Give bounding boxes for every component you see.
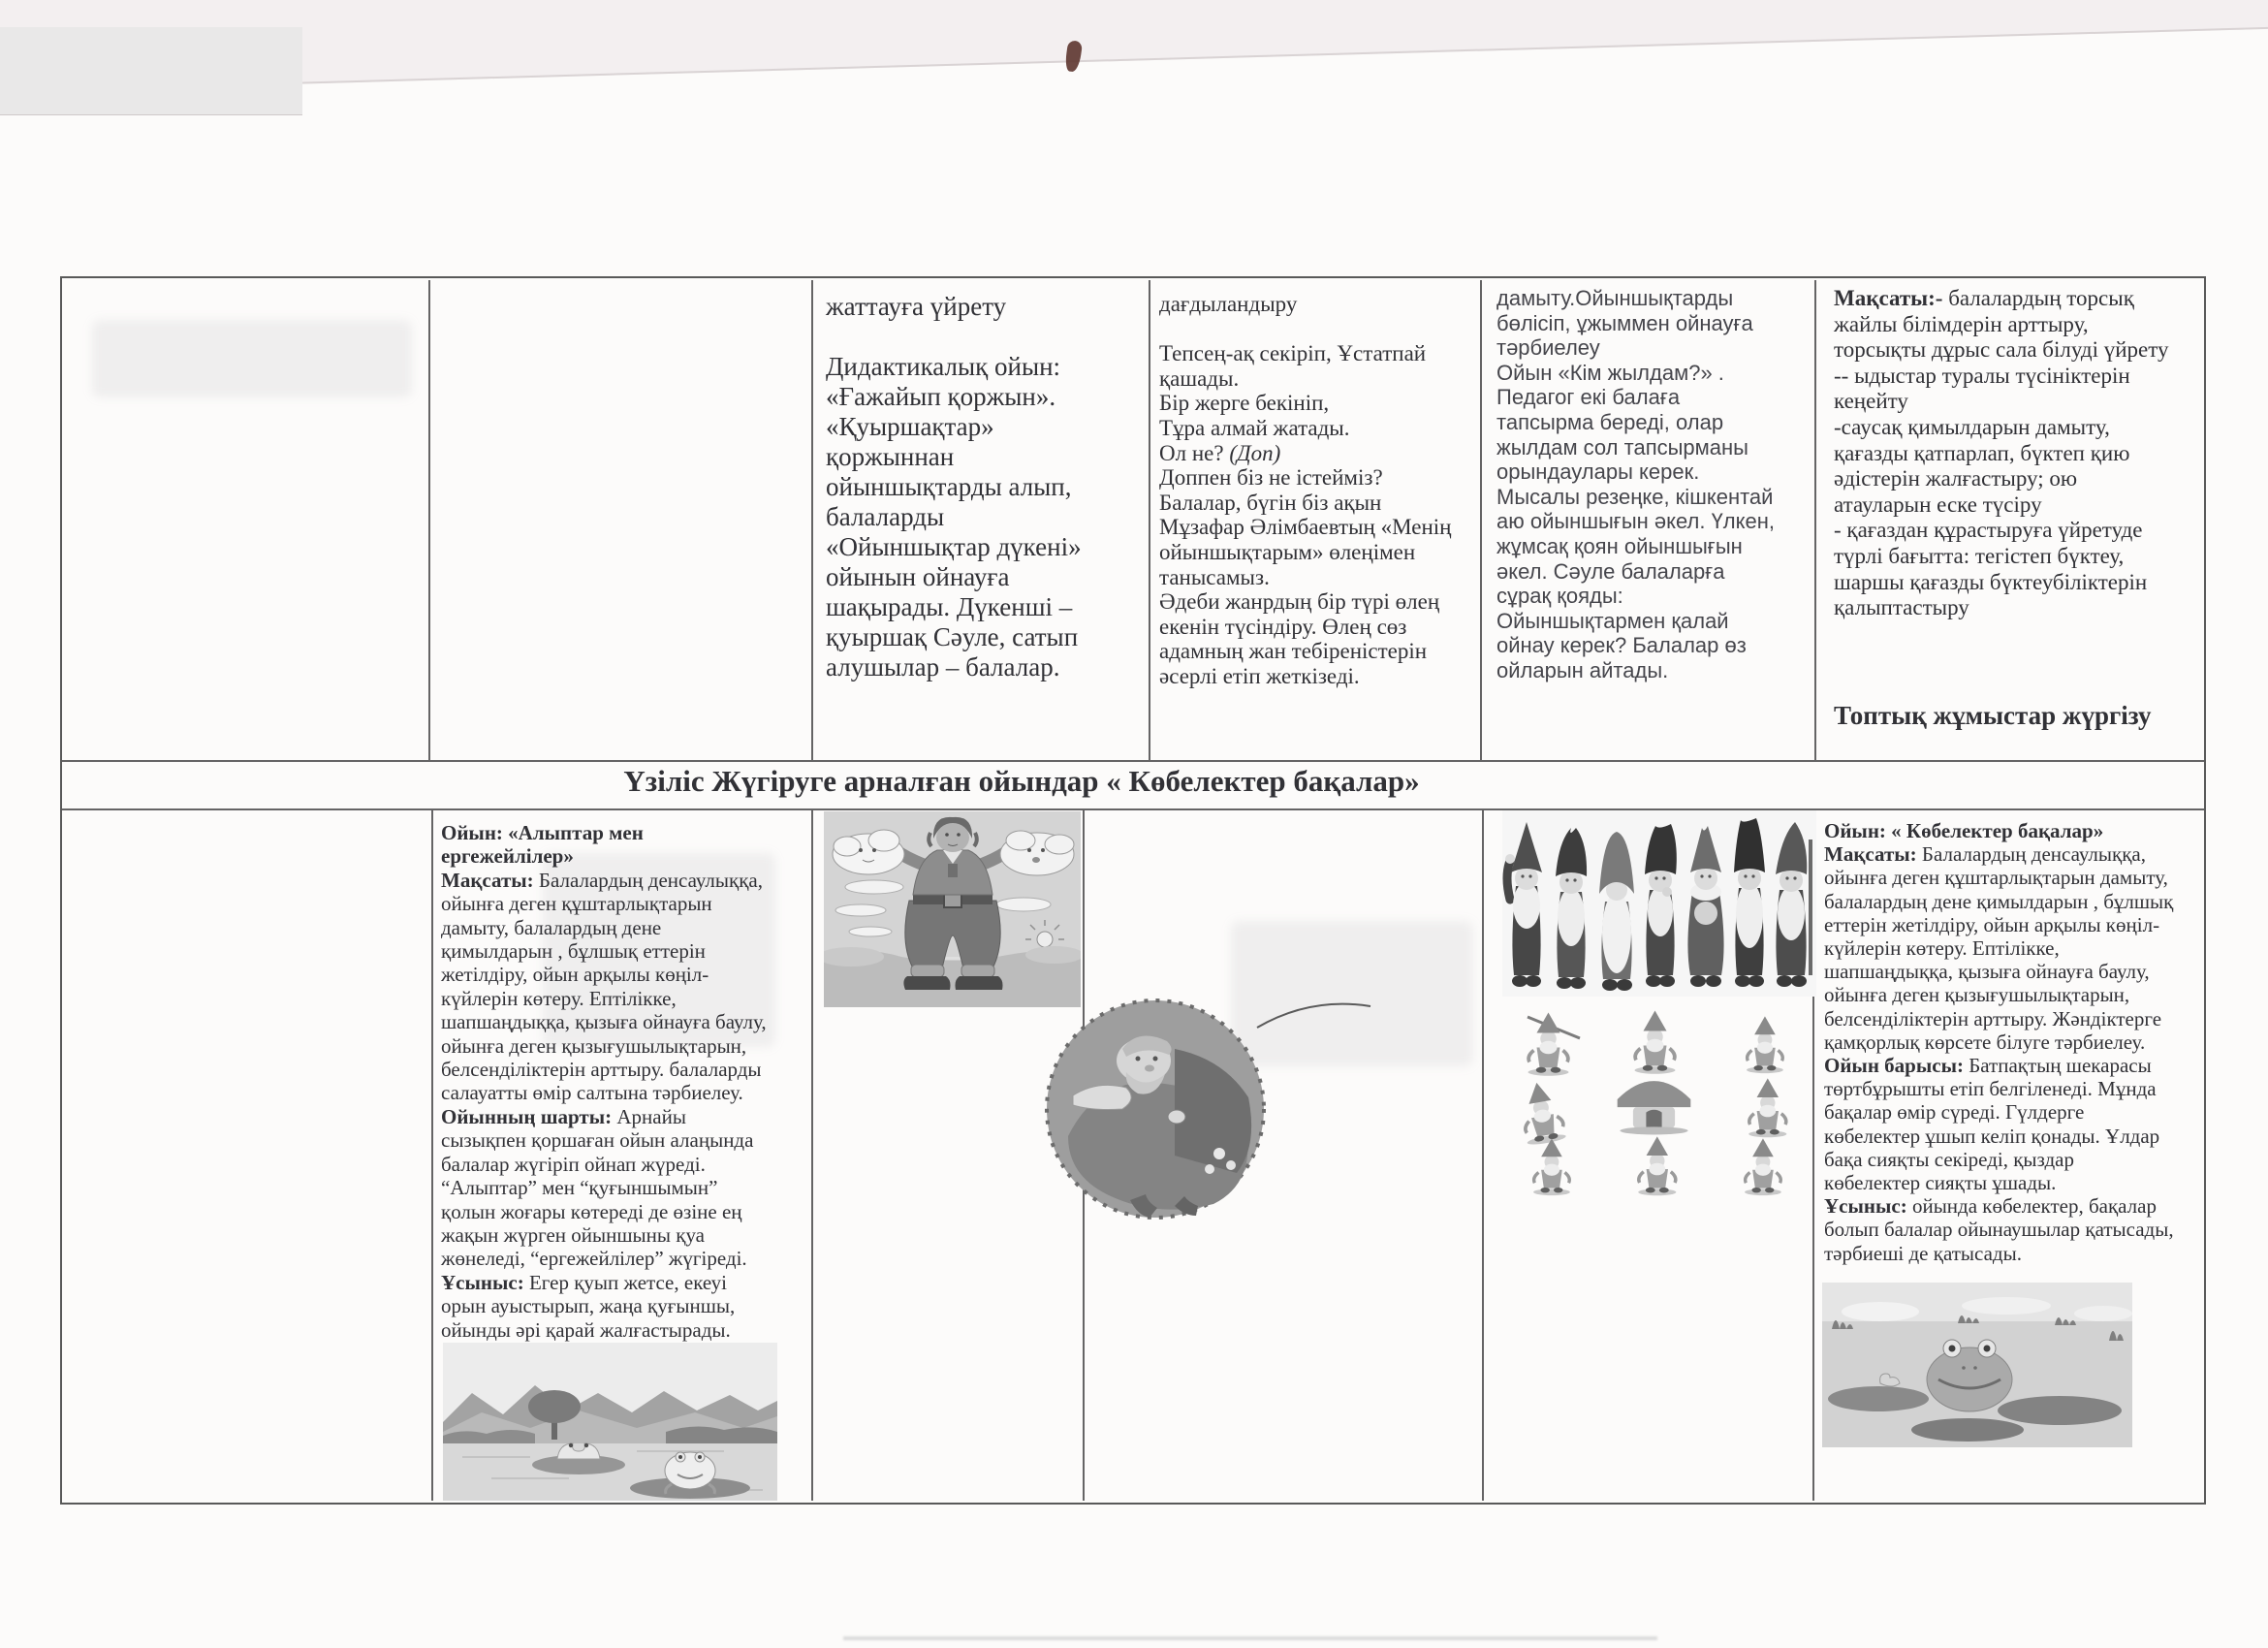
text-line: белсенділіктерін арттыру. Жәндіктерге <box>1824 1006 2162 1030</box>
text-line: торсықты дұрыс сала білуді үйрету <box>1834 337 2169 363</box>
text-line: ергежейлілер» <box>441 844 574 869</box>
text-line: екенін түсіндіру. Өлең сөз <box>1159 614 1407 639</box>
grid-line <box>62 808 2204 810</box>
old-giant-vignette-image <box>1029 991 1378 1225</box>
grid-line <box>1814 280 1816 760</box>
text-line: жетілдіру, ойын арқылы көңіл- <box>441 963 709 987</box>
text-line: ойынды әрі қарай жалғастырады. <box>441 1317 731 1342</box>
text-line: шаршы қағазды бүктеубіліктерін <box>1834 569 2148 594</box>
text-line: Тепсең-ақ секіріп, Ұстатпай <box>1159 341 1427 366</box>
text-line: Педагог екі балаға <box>1496 385 1681 410</box>
text-line: қағазды қатпарлап, бүктеп қию <box>1834 440 2130 465</box>
text-line: бақа сияқты секіреді, қыздар <box>1824 1147 2074 1171</box>
text-line: «Ойыншықтар дүкені» <box>826 532 1082 561</box>
text-line: бөлісіп, ұжыммен ойнауға <box>1496 310 1753 335</box>
text-line: жылдам сол тапсырманы <box>1496 434 1748 460</box>
text-line: түрлі бағытта: тегістеп бүктеу, <box>1834 543 2125 568</box>
text-line: -- ыдыстар туралы түсініктерін <box>1834 363 2130 388</box>
text-line: танысамыз. <box>1159 564 1270 589</box>
text-line: қимылдарын , бұлшық еттерін <box>441 939 706 964</box>
grid-line <box>1480 280 1482 760</box>
text-line: адамның жан тебіреністерін <box>1159 639 1428 664</box>
grid-line <box>1482 810 1484 1501</box>
text-line: Доппен біз не істейміз? <box>1159 465 1383 491</box>
text-line: сызықпен қоршаған ойын алаңында <box>441 1128 754 1153</box>
text-line: балаларды <box>826 502 945 531</box>
text-line: Әдеби жанрдың бір түрі өлең <box>1159 589 1440 615</box>
text-line: дамыту.Ойыншықтарды <box>1496 286 1734 310</box>
text-line: қашады. <box>1159 365 1240 391</box>
scan-bottom-edge <box>843 1636 1657 1640</box>
grid-line <box>1149 280 1150 760</box>
frog-pond-image <box>1822 1283 2132 1447</box>
gnome-grid-image <box>1512 1009 1807 1199</box>
text-line: қалыптастыру <box>1834 595 1969 620</box>
text-line: ойларын айтады. <box>1496 657 1669 682</box>
text-line <box>1159 317 1475 342</box>
grid-line <box>811 280 813 760</box>
text-line: “Алыптар” мен “қуғыншымын” <box>441 1176 718 1200</box>
text-line: жайлы білімдерін арттыру, <box>1834 311 2089 336</box>
cell-game-giants-dwarfs <box>441 821 809 1342</box>
text-line: әдістерін жалғастыру; ою <box>1834 466 2078 491</box>
text-line: кеңейту <box>1834 389 1908 414</box>
cell-goals <box>1834 286 2194 621</box>
text-line: Мысалы резеңке, кішкентай <box>1496 484 1774 509</box>
text-line <box>826 322 1142 352</box>
text-line: ойыншықтарды алып, <box>826 472 1072 501</box>
text-line: атауларын еске түсіру <box>1834 491 2042 517</box>
group-work-heading: Топтық жұмыстар жүргізу <box>1834 701 2152 730</box>
lesson-plan-table <box>60 276 2206 1505</box>
cell-game-kim-zhyldam <box>1496 286 1809 683</box>
text-line: алушылар – балалар. <box>826 652 1060 681</box>
text-line: Мақсаты:- балалардың торсық <box>1834 286 2134 310</box>
cell-game-butterflies-frogs <box>1824 819 2200 1265</box>
text-line: белсенділіктерін арттыру. балаларды <box>441 1058 762 1082</box>
text-line: сұрақ қояды: <box>1496 584 1623 609</box>
text-line: еттерін жетілдіру, ойын арқылы көңіл- <box>1824 912 2160 936</box>
text-line: көбелектер ұшып келіп қонады. Ұлдар <box>1824 1124 2160 1148</box>
text-line: Мақсаты: Балалардың денсаулыққа, <box>441 868 763 892</box>
text-line: шақырады. Дүкенші – <box>826 592 1073 621</box>
text-line: Ойыншықтармен қалай <box>1496 608 1729 633</box>
text-line: Тұра алмай жатады. <box>1159 415 1350 440</box>
text-line: күйлерін көтеру. Ептілікке, <box>1824 936 2060 961</box>
text-line: қуыршақ Сәуле, сатып <box>826 622 1079 651</box>
scan-corner-shadow <box>0 27 302 115</box>
text-line: Ойын: « Көбелектер бақалар» <box>1824 819 2104 842</box>
text-line: қолын жоғары көтереді де өзіне ең <box>441 1199 742 1223</box>
text-line: тәрбиеші де қатысады. <box>1824 1241 2022 1265</box>
text-line: шапшаңдыққа, қызыға ойнауға баулу, <box>1824 960 2150 984</box>
text-line: орындаулары керек. <box>1496 460 1700 485</box>
text-line: жөнеледі, “ергежейлілер” жүгіреді. <box>441 1247 747 1271</box>
text-line: Ойын барысы: Батпақтың шекарасы <box>1824 1054 2152 1078</box>
text-line: Ол не? (Доп) <box>1159 440 1281 465</box>
grid-line <box>431 810 433 1501</box>
text-line: Ұсыныс: ойында көбелектер, бақалар <box>1824 1194 2157 1219</box>
text-line: - қағаздан құрастыруға үйретуде <box>1834 518 2143 543</box>
text-line: салауатты өмір салтына тәрбиелеу. <box>441 1081 743 1105</box>
text-line: болып балалар ойынаушылар қатысады, <box>1824 1218 2174 1242</box>
text-line: Ойын «Кім жылдам?» . <box>1496 360 1724 385</box>
grid-line <box>428 280 430 760</box>
text-line: қоржыннан <box>826 442 955 471</box>
text-line: дамыту, балалардың дене <box>441 915 662 939</box>
text-line: қамқорлық көрсете білуге тәрбиелеу. <box>1824 1030 2146 1054</box>
text-line: балалардың дене қимылдарын , бұлшық <box>1824 889 2174 913</box>
text-line: Дидактикалық ойын: <box>826 352 1061 381</box>
text-line: ойынға деген қызығушылықтарын, <box>1824 983 2130 1007</box>
grid-line <box>62 760 2204 762</box>
grid-line <box>811 810 813 1501</box>
text-line: Ойын: «Алыптар мен <box>441 821 644 844</box>
text-line: Мақсаты: Балалардың денсаулыққа, <box>1824 842 2146 867</box>
text-line: ойынын ойнауға <box>826 562 1010 591</box>
text-line: орын ауыстырып, жаңа қуғыншы, <box>441 1294 736 1318</box>
text-line: ойынға деген құштарлықтарын дамыту, <box>1824 866 2168 890</box>
text-line: Мұзафар Әлімбаевтың «Менің <box>1159 515 1452 540</box>
text-line: жұмсақ қоян ойыншығын <box>1496 533 1743 558</box>
text-line: «Ғажайып қоржын». <box>826 382 1056 411</box>
text-line: күйлерін көтеру. Ептілікке, <box>441 986 677 1010</box>
text-line: Ұсыныс: Егер қуып жетсе, екеуі <box>441 1270 728 1294</box>
text-line: тәрбиелеу <box>1496 335 1600 361</box>
scan-page-edge <box>0 0 2268 94</box>
text-line: бақалар өмір сүреді. Гүлдерге <box>1824 1100 2085 1125</box>
seven-dwarfs-image <box>1502 810 1816 997</box>
cell-poem-lesson <box>1159 292 1475 689</box>
ink-blot <box>1064 40 1083 73</box>
text-line: Балалар, бүгін біз ақын <box>1159 490 1382 515</box>
text-line: ойнау керек? Балалар өз <box>1496 633 1747 658</box>
break-row-title: Үзіліс Жүгіруге арналған ойындар « Көбелектер бақалар» <box>623 764 1420 798</box>
text-line: -саусақ қимылдарын дамыту, <box>1834 414 2110 439</box>
text-line: балалар жүгіріп ойнап жүреді. <box>441 1152 706 1176</box>
text-line: дағдыландыру <box>1159 292 1298 316</box>
text-line: ойыншықтарым» өлеңімен <box>1159 539 1416 564</box>
text-line: Бір жерге бекініп, <box>1159 391 1330 416</box>
text-line: ойынға деген құштарлықтарын <box>441 892 712 916</box>
text-line: шапшаңдыққа, қызыға ойнауға баулу, <box>441 1010 767 1034</box>
text-line: жақын жүрген ойыншыны қуа <box>441 1222 705 1247</box>
text-line: Ойынның шарты: Арнайы <box>441 1104 686 1128</box>
text-line: «Қуыршақтар» <box>826 412 994 441</box>
text-line: ойынға деген қызығушылықтарын, <box>441 1033 747 1058</box>
text-line: жаттауға үйрету <box>826 292 1007 321</box>
text-line: көбелектер сияқты ұшады. <box>1824 1171 2057 1195</box>
frogs-landscape-image <box>443 1343 777 1501</box>
text-line: әкел. Сәуле балаларға <box>1496 558 1725 584</box>
text-line: әсерлі етіп жеткізеді. <box>1159 663 1360 688</box>
cell-didactic-game <box>826 292 1142 682</box>
text-line: аю ойыншығын әкел. Үлкен, <box>1496 509 1776 534</box>
text-line: төртбұрышты етіп белгіленеді. Мұнда <box>1824 1077 2157 1101</box>
text-line: тапсырма береді, олар <box>1496 409 1724 434</box>
giant-with-clouds-image <box>824 811 1081 1007</box>
